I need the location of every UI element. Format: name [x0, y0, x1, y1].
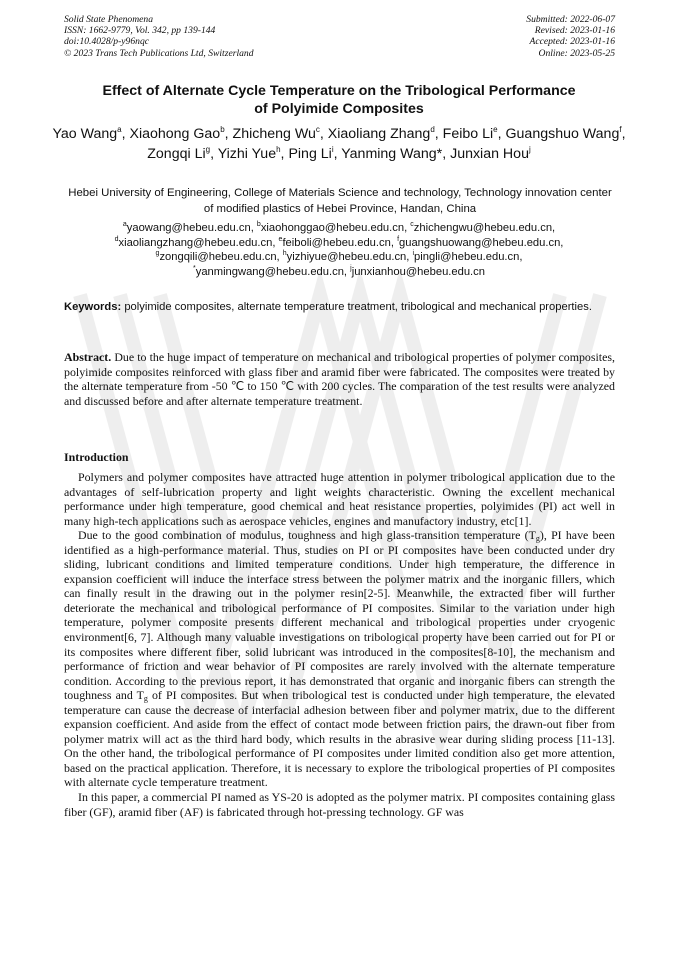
author-name: Yao Wang	[52, 126, 118, 142]
author-affiliation-mark: c	[315, 125, 320, 134]
title-line-1: Effect of Alternate Cycle Temperature on the Tribological Performance	[102, 83, 576, 99]
author-name: Xiaohong Gao	[129, 126, 221, 142]
author-affiliation-mark: a	[117, 125, 122, 134]
abstract	[64, 350, 615, 408]
publication-dates	[526, 14, 615, 59]
email-mark: *	[192, 264, 196, 272]
author-affiliation-mark: j	[528, 145, 531, 154]
email-mark: b	[256, 221, 261, 228]
author-name: Guangshuo Wang	[505, 126, 620, 142]
email-address[interactable]: zongqili@hebeu.edu.cn	[159, 251, 277, 264]
introduction-body	[64, 470, 615, 819]
online-date: Online: 2023-05-25	[538, 47, 615, 59]
email-address[interactable]: xiaoliangzhang@hebeu.edu.cn	[118, 236, 273, 249]
author-affiliation-mark: h	[276, 145, 281, 154]
email-address[interactable]: yizhiyue@hebeu.edu.cn	[286, 251, 407, 264]
author-name: Ping Li	[288, 146, 332, 162]
copyright-line: © 2023 Trans Tech Publications Ltd, Switzerland	[64, 47, 254, 59]
paragraph: Polymers and polymer composites have attracted huge attention in polymer tribological application due to the advantages of self-lubrication property and light weights characteristic. Owning the excellent mechanical performance under high temperature, good chemical and heat resistance properties, polyimides (PI) act well in many high-tech applications such as aerospace vehicles, engines and manufactory industry, etc[1].	[64, 470, 615, 528]
author-name: Xiaoliang Zhang	[327, 126, 431, 142]
email-mark: d	[114, 235, 119, 243]
author-name: Yanming Wang*	[341, 146, 443, 162]
author-affiliation-mark: e	[493, 125, 498, 134]
author-affiliation-mark: f	[619, 125, 622, 134]
author-list: Yao Wang$^a$, Xiaohong Gao$^b$, Zhicheng Wu$^c$, Xiaoliang Zhang$^d$, Feibo Li$^e$, Guangshuo Wang$^f$, Zongqi Li$^g$, Yizhi Yue$^h$, Ping Li$^i$, Yanming Wang*, Junxian Hou$^j$	[52, 125, 626, 162]
email-address[interactable]: junxianhou@hebeu.edu.cn	[351, 265, 485, 278]
author-name: Zhicheng Wu	[232, 126, 316, 142]
author-name: Zongqi Li	[147, 146, 206, 162]
keywords-text: polyimide composites, alternate temperature treatment, tribological and mechanical properties.	[124, 301, 592, 313]
email-address[interactable]: zhichengwu@hebeu.edu.cn	[413, 222, 553, 234]
abstract-text: Due to the huge impact of temperature on mechanical and tribological properties of polymer composites, polyimide composites reinforced with glass fiber and aramid fiber were fabricated. The composites were treated by the alternate temperature from -50 ℃ to 150 ℃ with 200 cycles. The comparation of the test results were analyzed and discussed before and after alternate temperature treatment.	[64, 350, 615, 408]
author-affiliation-mark: g	[205, 145, 211, 154]
revised-date: Revised: 2023-01-16	[534, 25, 615, 37]
email-mark: e	[278, 235, 283, 243]
paper-title	[40, 82, 638, 118]
email-mark: g	[155, 250, 160, 258]
journal-info	[64, 14, 254, 59]
email-address[interactable]: xiaohonggao@hebeu.edu.cn	[260, 222, 405, 234]
issn-line: ISSN: 1662-9779, Vol. 342, pp 139-144	[64, 25, 216, 37]
email-address[interactable]: yanmingwang@hebeu.edu.cn	[195, 265, 344, 278]
journal-name: Solid State Phenomena	[64, 14, 153, 25]
author-name: Yizhi Yue	[217, 146, 277, 162]
author-affiliation-mark: i	[331, 145, 334, 154]
email-mark: j	[350, 264, 352, 272]
email-list: $^a$yaowang@hebeu.edu.cn, $^b$xiaohonggao@hebeu.edu.cn, $^c$zhichengwu@hebeu.edu.cn, $^d$xiaoliangzhang@hebeu.edu.cn, $^e$feiboli@hebeu.edu.cn, $^f$guangshuowang@hebeu.edu.cn, $^g$zongqili@hebeu.edu.cn, $^h$yizhiyue@hebeu.edu.cn, $^i$pingli@hebeu.edu.cn, *yanmingwang@hebeu.edu.cn, $^j$junxianhou@hebeu.edu.cn	[114, 221, 564, 278]
author-affiliation-mark: d	[430, 125, 435, 134]
title-line-2: of Polyimide Composites	[254, 101, 424, 117]
keywords-label: Keywords:	[64, 301, 122, 313]
submitted-date: Submitted: 2022-06-07	[526, 14, 615, 25]
accepted-date: Accepted: 2023-01-16	[529, 36, 615, 48]
doi-line: doi:10.4028/p-y96nqc	[64, 36, 149, 48]
email-mark: i	[412, 250, 415, 258]
author-name: Feibo Li	[442, 126, 494, 142]
author-name: Junxian Hou	[450, 146, 529, 162]
email-mark: a	[122, 221, 127, 228]
author-affiliation-mark: b	[220, 125, 225, 134]
email-mark: h	[282, 250, 287, 258]
section-heading-introduction: Introduction	[64, 450, 129, 464]
keywords	[64, 300, 615, 314]
affiliation: Hebei University of Engineering, College of Materials Science and technology, Technology innovation center of modified plastics of Hebei Province, Handan, China	[68, 187, 612, 215]
email-address[interactable]: guangshuowang@hebeu.edu.cn	[399, 236, 561, 249]
paragraph: In this paper, a commercial PI named as YS-20 is adopted as the polymer matrix. PI composites containing glass fiber (GF), aramid fiber (AF) is fabricated through hot-pressing technology. GF was	[64, 790, 615, 819]
email-mark: c	[410, 221, 414, 228]
paragraph: Due to the good combination of modulus, toughness and high glass-transition temperature $(T_g)$, PI have been identified as a high-performance material. Thus, studies on PI or PI composites have been conducted under dry sliding, lubricant conditions and limited temperature conditions. Under high temperature, the difference in expansion coefficient will induce the interface stress between the polymer matrix and the inorganic fillers, which can finally result in the drawing out in the polymer resin[2-5]. Meanwhile, the extracted fiber will further deteriorate the mechanical and tribological performance of PI composites. Similar to the variation under high temperature, polymer composite presents different mechanical and tribological properties under cryogenic environment[6, 7]. Although many valuable investigations on tribological property have been carried out for PI or its composites where different fiber, solid lubricant was introduced in the composites[8-10], the mechanism and performance of friction and wear behavior of PI composites are rarely involved with the alternate temperature condition. According to the previous report, it has demonstrated that organic and inorganic fibers can strength the toughness and $T_g$ of PI composites. But when tribological test is conducted under high temperature, the elevated temperature can cause the decrease of interfacial adhesion between fiber and polymer matrix, due to the different expansion coefficient. And aside from the effect of contact mode between friction pairs, the drawn-out fiber from polymer matrix will act as the third hard body, which results in the abrasive wear during sliding process [11-13]. On the other hand, the tribological performance of PI composites under limited condition also get more attention, based on the practical application. Therefore, it is necessary to explore the tribological properties of PI composites with alternate cycle temperature treatment.	[64, 528, 615, 790]
email-address[interactable]: yaowang@hebeu.edu.cn	[126, 222, 251, 234]
email-mark: f	[397, 235, 400, 243]
email-address[interactable]: pingli@hebeu.edu.cn	[414, 251, 520, 264]
email-address[interactable]: feiboli@hebeu.edu.cn	[282, 236, 391, 249]
abstract-label: Abstract.	[64, 350, 112, 364]
